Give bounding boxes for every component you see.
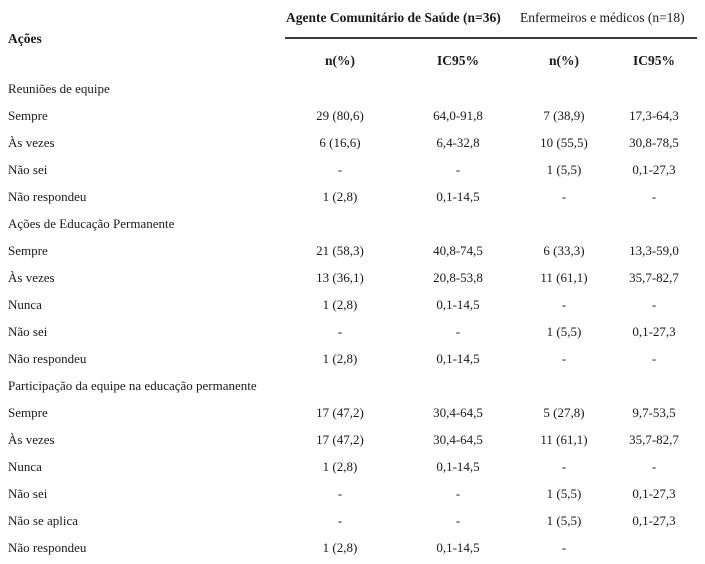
- cell-n-pct-em: -: [561, 540, 567, 555]
- cell-ic95-em: 35,7-82,7: [629, 432, 679, 447]
- cell-n-pct-acs: 21 (58,3): [316, 243, 364, 258]
- cell-n-pct-em: -: [561, 351, 567, 366]
- cell-n-pct-acs: 1 (2,8): [322, 540, 358, 555]
- cell-n-pct-em: 10 (55,5): [540, 135, 588, 150]
- row-label: Não respondeu: [8, 540, 87, 555]
- cell-n-pct-acs: -: [337, 324, 343, 339]
- cell-n-pct-acs: 13 (36,1): [316, 270, 364, 285]
- cell-n-pct-em: 1 (5,5): [546, 486, 582, 501]
- cell-ic95-acs: 30,4-64,5: [433, 405, 483, 420]
- table-row: [0, 237, 705, 264]
- cell-n-pct-acs: 1 (2,8): [322, 351, 358, 366]
- row-label: Às vezes: [8, 135, 55, 150]
- row-label: Não respondeu: [8, 189, 87, 204]
- cell-n-pct-acs: -: [337, 486, 343, 501]
- cell-ic95-acs: 0,1-14,5: [436, 540, 480, 555]
- section-title: Reuniões de equipe: [8, 81, 110, 96]
- cell-n-pct-em: 5 (27,8): [543, 405, 585, 420]
- table-row: [0, 345, 705, 372]
- cell-ic95-acs: 20,8-53,8: [433, 270, 483, 285]
- section-title: Ações de Educação Permanente: [8, 216, 175, 231]
- row-label: Não sei: [8, 162, 48, 177]
- cell-n-pct-acs: 1 (2,8): [322, 189, 358, 204]
- cell-ic95-em: 0,1-27,3: [632, 513, 676, 528]
- cell-ic95-em: -: [651, 297, 657, 312]
- cell-n-pct-acs: -: [337, 513, 343, 528]
- table-row: [0, 129, 705, 156]
- table-row: [0, 399, 705, 426]
- cell-n-pct-acs: -: [337, 162, 343, 177]
- cell-n-pct-em: 1 (5,5): [546, 513, 582, 528]
- row-label: Não sei: [8, 486, 48, 501]
- cell-n-pct-em: 11 (61,1): [540, 270, 588, 285]
- table-row: [0, 318, 705, 345]
- cell-ic95-acs: -: [455, 486, 461, 501]
- cell-ic95-acs: 30,4-64,5: [433, 432, 483, 447]
- table-row: [0, 291, 705, 318]
- cell-ic95-acs: 6,4-32,8: [436, 135, 480, 150]
- table-row: [0, 264, 705, 291]
- section-row: [0, 210, 705, 237]
- table-row: [0, 156, 705, 183]
- row-label: Não respondeu: [8, 351, 87, 366]
- cell-n-pct-em: 1 (5,5): [546, 324, 582, 339]
- row-label: Sempre: [8, 108, 48, 123]
- row-label: Às vezes: [8, 270, 55, 285]
- subheader-ic95-acs: IC95%: [436, 53, 480, 68]
- cell-n-pct-em: 7 (38,9): [543, 108, 585, 123]
- cell-n-pct-acs: 1 (2,8): [322, 297, 358, 312]
- cell-n-pct-acs: 1 (2,8): [322, 459, 358, 474]
- subheader-n-pct-acs: n(%): [325, 53, 355, 68]
- row-label: Sempre: [8, 405, 48, 420]
- cell-ic95-em: -: [651, 189, 657, 204]
- cell-ic95-acs: 0,1-14,5: [436, 189, 480, 204]
- cell-ic95-em: 0,1-27,3: [632, 324, 676, 339]
- cell-n-pct-em: 11 (61,1): [540, 432, 588, 447]
- cell-n-pct-acs: 29 (80,6): [316, 108, 364, 123]
- group-header-enfermeiros-medicos: Enfermeiros e médicos (n=18): [520, 10, 685, 25]
- cell-ic95-acs: 0,1-14,5: [436, 297, 480, 312]
- group-header-acs: Agente Comunitário de Saúde (n=36): [286, 10, 501, 25]
- table-row: [0, 453, 705, 480]
- table-row: [0, 102, 705, 129]
- row-label: Nunca: [8, 297, 42, 312]
- cell-ic95-acs: -: [455, 324, 461, 339]
- cell-n-pct-em: 6 (33,3): [543, 243, 585, 258]
- section-row: [0, 75, 705, 102]
- cell-ic95-em: 30,8-78,5: [629, 135, 679, 150]
- row-label: Sempre: [8, 243, 48, 258]
- cell-ic95-em: -: [651, 459, 657, 474]
- subheader-n-pct-em: n(%): [549, 53, 579, 68]
- header-divider: [285, 37, 697, 39]
- row-label: Nunca: [8, 459, 42, 474]
- cell-ic95-em: 35,7-82,7: [629, 270, 679, 285]
- cell-ic95-em: 9,7-53,5: [632, 405, 676, 420]
- cell-n-pct-em: -: [561, 297, 567, 312]
- section-row: [0, 372, 705, 399]
- cell-ic95-acs: 40,8-74,5: [433, 243, 483, 258]
- table-row: [0, 480, 705, 507]
- table-row: [0, 534, 705, 561]
- row-header-acoes: Ações: [8, 31, 42, 46]
- cell-n-pct-acs: 17 (47,2): [316, 405, 364, 420]
- cell-ic95-acs: 0,1-14,5: [436, 351, 480, 366]
- cell-n-pct-em: -: [561, 189, 567, 204]
- cell-ic95-em: 0,1-27,3: [632, 162, 676, 177]
- table-row: [0, 426, 705, 453]
- cell-n-pct-em: 1 (5,5): [546, 162, 582, 177]
- cell-ic95-acs: -: [455, 162, 461, 177]
- table-row: [0, 183, 705, 210]
- cell-ic95-acs: -: [455, 513, 461, 528]
- cell-ic95-acs: 64,0-91,8: [433, 108, 483, 123]
- cell-n-pct-acs: 6 (16,6): [319, 135, 361, 150]
- row-label: Não sei: [8, 324, 48, 339]
- cell-ic95-acs: 0,1-14,5: [436, 459, 480, 474]
- cell-n-pct-em: -: [561, 459, 567, 474]
- row-label: Às vezes: [8, 432, 55, 447]
- cell-ic95-em: 17,3-64,3: [629, 108, 679, 123]
- cell-n-pct-acs: 17 (47,2): [316, 432, 364, 447]
- subheader-ic95-em: IC95%: [632, 53, 676, 68]
- table-row: [0, 507, 705, 534]
- section-title: Participação da equipe na educação permanente: [8, 378, 257, 393]
- row-label: Não se aplica: [8, 513, 79, 528]
- cell-ic95-em: -: [651, 351, 657, 366]
- cell-ic95-em: 0,1-27,3: [632, 486, 676, 501]
- cell-ic95-em: 13,3-59,0: [629, 243, 679, 258]
